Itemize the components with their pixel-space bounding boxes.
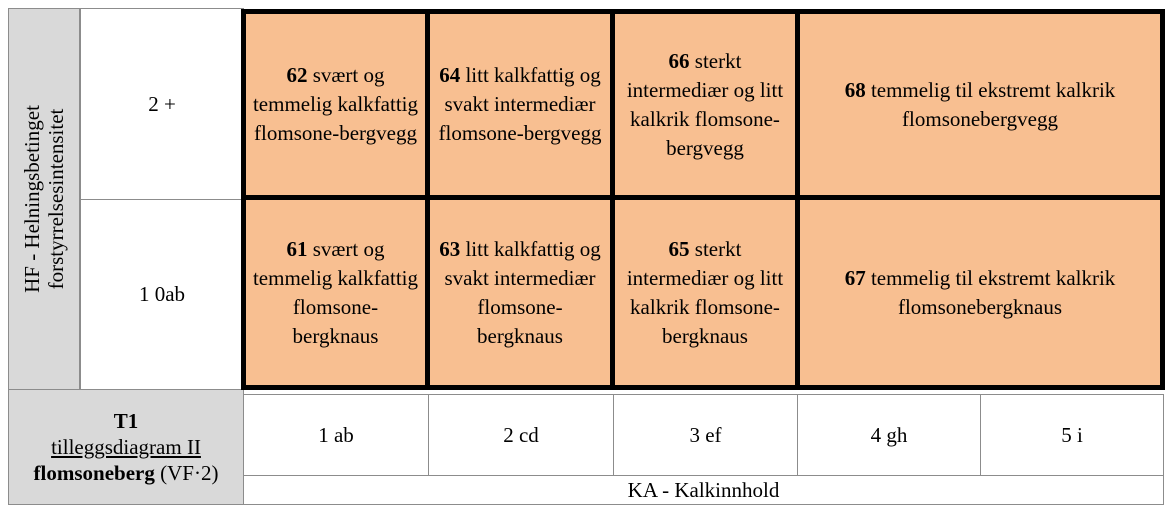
cell-63-number: 63 [439,236,461,261]
cell-66 [610,9,800,200]
col-label-4gh: 4 gh [797,394,981,476]
cell-63-text: litt kalkfattig og svakt intermediær flomsone-bergknaus [444,236,601,348]
col-label-2cd: 2 cd [428,394,614,476]
row-label-2plus: 2 + [80,8,244,200]
cell-62-text: svært og temmelig kalkfattig flomsone-bergvegg [252,63,419,145]
cell-65-number: 65 [668,236,690,261]
corner-suffix: (VF·2) [154,461,219,485]
corner-cell [8,389,244,505]
cell-62-number: 62 [286,63,308,87]
cell-68-number: 68 [844,77,866,102]
col-label-3ef: 3 ef [613,394,798,476]
x-axis-label: KA - Kalkinnhold [243,475,1164,505]
cell-65-text: sterkt intermediær og litt kalkrik flomsone-bergknaus [626,236,784,348]
corner-diagram: tilleggsdiagram II [51,435,201,459]
cell-66-number: 66 [668,48,690,73]
y-axis-label-line1: HF - Helningsbetinget [20,105,44,293]
cell-65 [610,195,800,390]
cell-64-text: litt kalkfattig og svakt intermediær flomsone-bergvegg [438,63,602,145]
cell-61-text: svært og temmelig kalkfattig flomsone-bergknaus [252,236,419,348]
cell-67-text: temmelig til ekstremt kalkrik flomsonebergknaus [865,265,1116,319]
corner-name: flomsoneberg [33,461,155,485]
cell-68 [795,9,1165,200]
cell-63 [425,195,615,390]
cell-64 [425,9,615,200]
cell-61 [241,195,430,390]
cell-67 [795,195,1165,390]
cell-61-number: 61 [286,236,308,261]
y-axis-label-line2: forstyrrelsesintensitet [44,108,68,290]
cell-64-number: 64 [439,63,461,87]
cell-62 [241,9,430,200]
corner-code: T1 [113,409,139,433]
col-label-5i: 5 i [980,394,1164,476]
cell-66-text: sterkt intermediær og litt kalkrik flomsone-bergvegg [626,48,784,160]
col-label-1ab: 1 ab [243,394,429,476]
cell-68-text: temmelig til ekstremt kalkrik flomsonebergvegg [865,77,1116,131]
cell-67-number: 67 [844,265,866,290]
row-label-10ab: 1 0ab [80,199,244,390]
y-axis-label [8,8,80,390]
